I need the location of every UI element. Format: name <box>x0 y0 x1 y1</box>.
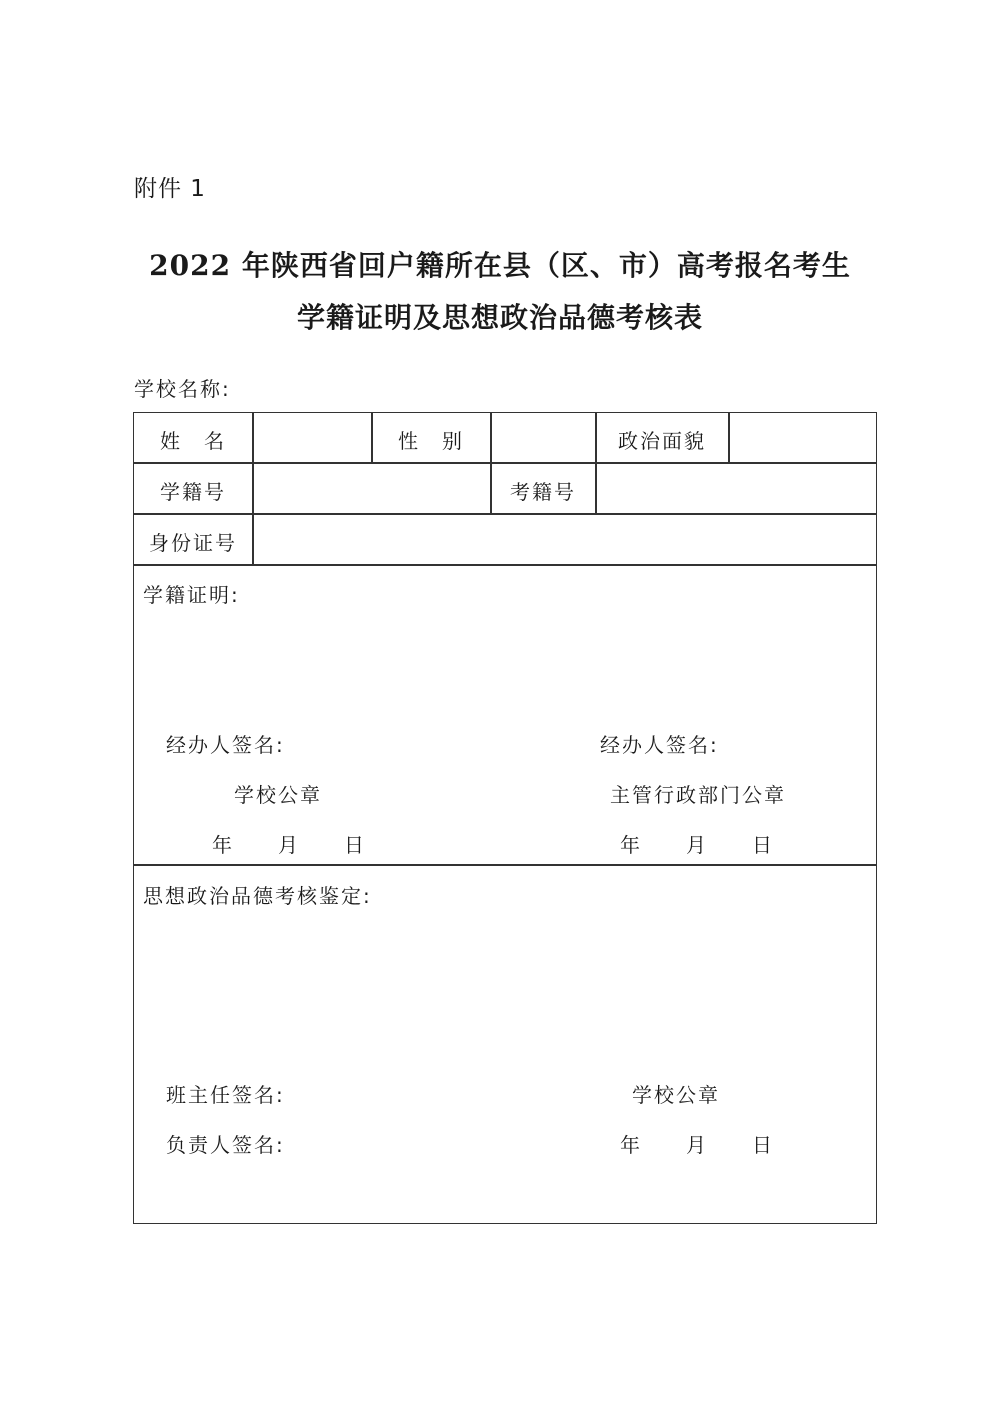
student-id-label: 学籍号 <box>160 480 226 504</box>
right-date-label: 年 月 日 <box>620 833 774 857</box>
class-teacher-signature-label: 班主任签名: <box>166 1083 285 1107</box>
left-date-label: 年 月 日 <box>212 833 366 857</box>
political-status-label: 政治面貌 <box>618 429 706 453</box>
right-handler-signature-label: 经办人签名: <box>600 733 719 757</box>
gender-label: 性 别 <box>398 429 464 453</box>
person-in-charge-signature-label: 负责人签名: <box>166 1133 285 1157</box>
enrollment-proof-heading: 学籍证明: <box>143 583 240 607</box>
political-status-field[interactable] <box>730 415 874 461</box>
row-divider <box>134 462 876 464</box>
page-title-line-1: 2022 年陕西省回户籍所在县（区、市）高考报名考生 <box>149 249 851 282</box>
authority-seal-label: 主管行政部门公章 <box>610 783 786 807</box>
name-field[interactable] <box>254 415 370 461</box>
page-title-line-2: 学籍证明及思想政治品德考核表 <box>296 301 703 334</box>
left-handler-signature-label: 经办人签名: <box>166 733 285 757</box>
name-label: 姓 名 <box>160 429 226 453</box>
student-id-field[interactable] <box>254 465 489 512</box>
attachment-label: 附件 1 <box>134 176 206 202</box>
row-divider <box>134 564 876 566</box>
row-divider <box>134 513 876 515</box>
section-divider <box>134 864 876 866</box>
evaluation-date-label: 年 月 日 <box>620 1133 774 1157</box>
exam-id-field[interactable] <box>597 465 874 512</box>
id-card-field[interactable] <box>254 516 874 563</box>
school-name-label: 学校名称: <box>134 377 231 401</box>
exam-id-label: 考籍号 <box>510 480 576 504</box>
registration-form <box>133 412 877 1224</box>
school-seal-label: 学校公章 <box>234 783 322 807</box>
id-card-label: 身份证号 <box>149 531 237 555</box>
evaluation-heading: 思想政治品德考核鉴定: <box>143 884 372 908</box>
gender-field[interactable] <box>492 415 594 461</box>
evaluation-school-seal-label: 学校公章 <box>632 1083 720 1107</box>
